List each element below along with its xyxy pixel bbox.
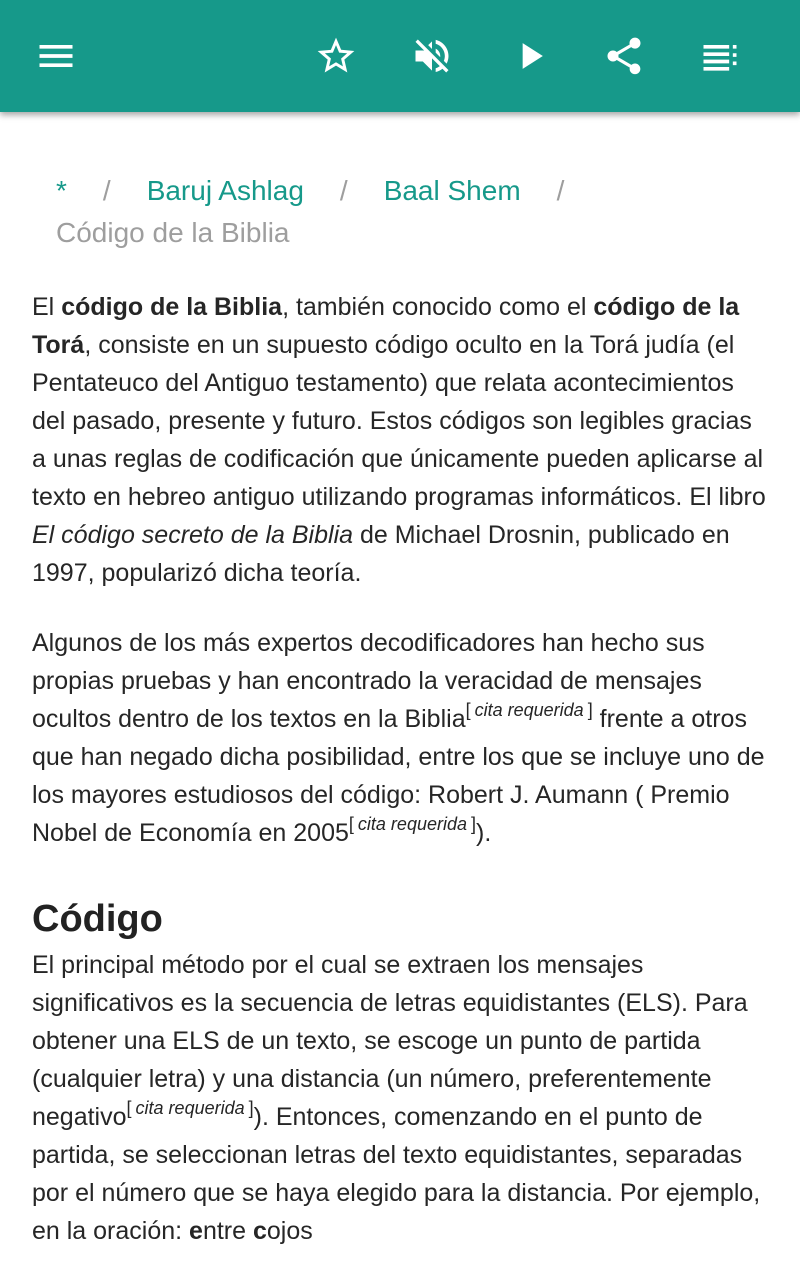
article-content	[32, 170, 772, 1250]
favorite-button[interactable]	[296, 16, 376, 96]
book-title: El código secreto de la Biblia	[32, 521, 354, 549]
citation-label: cita requerida	[357, 814, 467, 834]
text-run: ojos	[266, 1217, 313, 1245]
breadcrumb-item-home[interactable]: *	[56, 175, 67, 206]
menu-button[interactable]	[16, 16, 96, 96]
app-toolbar	[0, 0, 800, 112]
mute-button[interactable]	[392, 16, 472, 96]
article-paragraph-experts	[32, 624, 772, 852]
breadcrumb	[32, 170, 772, 254]
menu-icon	[34, 34, 78, 78]
citation-needed[interactable]: [ cita requerida ]	[126, 1098, 254, 1118]
citation-label: cita requerida	[474, 700, 584, 720]
text-run: El	[32, 293, 62, 321]
breadcrumb-separator: /	[102, 175, 111, 206]
play-icon	[508, 34, 552, 78]
play-button[interactable]	[490, 16, 570, 96]
bold-term: código de la Biblia	[61, 293, 283, 321]
breadcrumb-item-baal-shem[interactable]: Baal Shem	[383, 175, 521, 206]
citation-needed[interactable]: [ cita requerida ]	[465, 700, 593, 720]
bold-letter: c	[252, 1217, 267, 1245]
citation-needed[interactable]: [ cita requerida ]	[348, 814, 477, 834]
star-outline-icon	[314, 34, 358, 78]
share-icon	[602, 34, 646, 78]
bold-term: código de la Torá	[32, 293, 740, 359]
breadcrumb-separator: /	[556, 175, 565, 206]
text-run: ntre	[202, 1217, 253, 1245]
article-paragraph-intro	[32, 288, 772, 592]
playlist-button[interactable]	[680, 16, 760, 96]
playlist-icon	[698, 34, 742, 78]
section-heading: Código	[32, 898, 163, 940]
text-run: ). Entonces, comenzando en el punto de partida, se seleccionan letras del texto equidistantes, separadas por el número que se haya elegido para la distancia. Por ejemplo, en la oración:	[32, 1103, 761, 1245]
text-run: de Michael Drosnin, publicado en 1997, popularizó dicha teoría.	[32, 521, 730, 587]
text-run: , consiste en un supuesto código oculto en la Torá judía (el Pentateuco del Antiguo testamento) que relata acontecimientos del pasado, presente y futuro. Estos códigos son legibles gracias a unas reglas de codificación que únicamente pueden aplicarse al texto en hebreo antiguo utilizando programas informáticos. El libro	[32, 331, 766, 511]
breadcrumb-item-baruj-ashlag[interactable]: Baruj Ashlag	[146, 175, 304, 206]
text-run: , también conocido como el	[282, 293, 594, 321]
text-run: frente a otros que han negado dicha posibilidad, entre los que se incluye uno de los mayores estudiosos del código: Robert J. Aumann ( Premio Nobel de Economía en 2005	[32, 705, 765, 847]
text-run: El principal método por el cual se extraen los mensajes significativos es la secuencia de letras equidistantes (ELS). Para obtener una ELS de un texto, se escoge un punto de partida (cualquier letra) y una distancia (un número, preferentemente negativo	[32, 951, 748, 1131]
share-button[interactable]	[584, 16, 664, 96]
volume-off-icon	[410, 34, 454, 78]
bold-letter: e	[189, 1217, 203, 1245]
text-run: ).	[476, 819, 492, 847]
text-run: Algunos de los más expertos decodificadores han hecho sus propias pruebas y han encontrado la veracidad de mensajes ocultos dentro de los textos en la Biblia	[32, 629, 705, 733]
breadcrumb-separator: /	[339, 175, 348, 206]
breadcrumb-current: Código de la Biblia	[56, 217, 290, 248]
citation-label: cita requerida	[135, 1098, 245, 1118]
article-paragraph-method	[32, 946, 772, 1250]
